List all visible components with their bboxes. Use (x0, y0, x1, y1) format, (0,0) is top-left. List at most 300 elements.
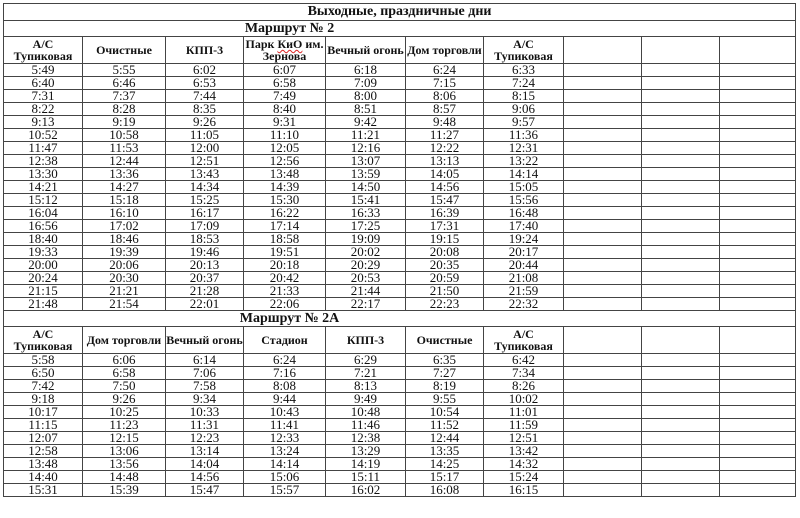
empty-cell (642, 327, 720, 354)
departure-time: 15:25 (166, 194, 244, 207)
departure-time: 10:43 (244, 406, 326, 419)
departure-time: 6:14 (166, 354, 244, 367)
stop-header (484, 327, 564, 354)
departure-time: 16:02 (326, 484, 406, 497)
empty-cell (564, 129, 642, 142)
empty-cell (642, 37, 720, 64)
empty-cell (642, 354, 720, 367)
departure-time: 15:18 (83, 194, 166, 207)
departure-time: 11:41 (244, 419, 326, 432)
departure-time: 13:24 (244, 445, 326, 458)
empty-cell (720, 103, 796, 116)
table-row (4, 168, 796, 181)
departure-time: 8:08 (244, 380, 326, 393)
stop-header (406, 37, 484, 64)
departure-time: 21:44 (326, 285, 406, 298)
empty-cell (642, 419, 720, 432)
stop-name-line2: Тупиковая (494, 339, 553, 353)
stop-name-misspelled-part: КиО (277, 37, 303, 51)
departure-time: 7:50 (83, 380, 166, 393)
table-row (4, 103, 796, 116)
departure-time: 9:26 (83, 393, 166, 406)
departure-time: 10:48 (326, 406, 406, 419)
departure-time: 6:46 (83, 77, 166, 90)
table-row (4, 116, 796, 129)
departure-time: 9:44 (244, 393, 326, 406)
departure-time: 11:05 (166, 129, 244, 142)
departure-time: 16:10 (83, 207, 166, 220)
departure-time: 9:42 (326, 116, 406, 129)
departure-time: 7:09 (326, 77, 406, 90)
empty-cell (564, 419, 642, 432)
departure-time: 12:07 (4, 432, 83, 445)
departure-time: 12:58 (4, 445, 83, 458)
departure-time: 8:57 (406, 103, 484, 116)
departure-time: 12:22 (406, 142, 484, 155)
departure-time: 8:35 (166, 103, 244, 116)
table-row (4, 285, 796, 298)
stop-header (244, 37, 326, 64)
departure-time: 20:35 (406, 259, 484, 272)
departure-time: 9:49 (326, 393, 406, 406)
empty-cell (720, 298, 796, 311)
departure-time: 12:51 (166, 155, 244, 168)
empty-cell (642, 77, 720, 90)
departure-time: 12:23 (166, 432, 244, 445)
empty-cell (564, 327, 642, 354)
stop-header (326, 327, 406, 354)
table-row (4, 259, 796, 272)
departure-time: 20:29 (326, 259, 406, 272)
departure-time: 14:56 (406, 181, 484, 194)
empty-cell (564, 103, 642, 116)
departure-time: 21:15 (4, 285, 83, 298)
departure-time: 15:39 (83, 484, 166, 497)
departure-time: 16:48 (484, 207, 564, 220)
stop-name-line1: КПП-3 (346, 333, 385, 347)
stop-header (406, 327, 484, 354)
departure-time: 18:40 (4, 233, 83, 246)
departure-time: 6:02 (166, 64, 244, 77)
departure-time: 11:53 (83, 142, 166, 155)
departure-time: 8:51 (326, 103, 406, 116)
table-row (4, 298, 796, 311)
departure-time: 14:27 (83, 181, 166, 194)
departure-time: 10:58 (83, 129, 166, 142)
departure-time: 21:54 (83, 298, 166, 311)
empty-cell (564, 181, 642, 194)
column-header-row (4, 37, 796, 64)
table-row (4, 220, 796, 233)
departure-time: 15:17 (406, 471, 484, 484)
departure-time: 9:31 (244, 116, 326, 129)
stop-name-part: Парк (245, 37, 278, 51)
departure-time: 13:48 (4, 458, 83, 471)
departure-time: 12:56 (244, 155, 326, 168)
departure-time: 10:33 (166, 406, 244, 419)
empty-cell (642, 220, 720, 233)
departure-time: 11:15 (4, 419, 83, 432)
departure-time: 15:56 (484, 194, 564, 207)
departure-time: 15:57 (244, 484, 326, 497)
departure-time: 6:58 (244, 77, 326, 90)
empty-cell (564, 272, 642, 285)
departure-time: 11:46 (326, 419, 406, 432)
departure-time: 14:48 (83, 471, 166, 484)
stop-header (4, 327, 83, 354)
departure-time: 7:37 (83, 90, 166, 103)
empty-cell (720, 458, 796, 471)
empty-cell (642, 285, 720, 298)
departure-time: 15:47 (406, 194, 484, 207)
departure-time: 9:48 (406, 116, 484, 129)
departure-time: 11:01 (484, 406, 564, 419)
departure-time: 16:04 (4, 207, 83, 220)
empty-cell (564, 246, 642, 259)
stop-name-line1: КПП-3 (185, 43, 224, 57)
departure-time: 6:06 (83, 354, 166, 367)
empty-cell (720, 233, 796, 246)
empty-cell (720, 142, 796, 155)
departure-time: 17:14 (244, 220, 326, 233)
empty-cell (642, 181, 720, 194)
departure-time: 22:17 (326, 298, 406, 311)
departure-time: 16:17 (166, 207, 244, 220)
route-header-cell (4, 21, 796, 37)
departure-time: 22:06 (244, 298, 326, 311)
departure-time: 10:52 (4, 129, 83, 142)
departure-time: 21:08 (484, 272, 564, 285)
table-row (4, 393, 796, 406)
departure-time: 12:00 (166, 142, 244, 155)
empty-cell (564, 168, 642, 181)
table-row (4, 354, 796, 367)
route-name: Маршрут № 2 (244, 21, 335, 36)
departure-time: 12:51 (484, 432, 564, 445)
stop-name-line2: Зернова (262, 49, 307, 63)
departure-time: 12:31 (484, 142, 564, 155)
departure-time: 12:38 (326, 432, 406, 445)
departure-time: 12:38 (4, 155, 83, 168)
departure-time: 8:15 (484, 90, 564, 103)
departure-time: 15:30 (244, 194, 326, 207)
departure-time: 13:36 (83, 168, 166, 181)
departure-time: 16:33 (326, 207, 406, 220)
departure-time: 9:57 (484, 116, 564, 129)
departure-time: 14:14 (484, 168, 564, 181)
departure-time: 13:29 (326, 445, 406, 458)
table-row (4, 432, 796, 445)
empty-cell (564, 116, 642, 129)
empty-cell (642, 484, 720, 497)
departure-time: 13:56 (83, 458, 166, 471)
departure-time: 15:11 (326, 471, 406, 484)
table-row (4, 380, 796, 393)
stop-name-line1: Вечный огонь (166, 333, 243, 347)
empty-cell (564, 220, 642, 233)
departure-time: 20:18 (244, 259, 326, 272)
departure-time: 8:19 (406, 380, 484, 393)
empty-cell (720, 90, 796, 103)
empty-cell (564, 471, 642, 484)
empty-cell (642, 103, 720, 116)
departure-time: 8:28 (83, 103, 166, 116)
departure-time: 16:56 (4, 220, 83, 233)
departure-time: 13:06 (83, 445, 166, 458)
departure-time: 13:30 (4, 168, 83, 181)
empty-cell (720, 116, 796, 129)
empty-cell (642, 393, 720, 406)
empty-cell (642, 458, 720, 471)
table-row (4, 207, 796, 220)
departure-time: 13:13 (406, 155, 484, 168)
departure-time: 7:42 (4, 380, 83, 393)
departure-time: 9:18 (4, 393, 83, 406)
departure-time: 15:31 (4, 484, 83, 497)
departure-time: 15:47 (166, 484, 244, 497)
empty-cell (642, 207, 720, 220)
empty-cell (720, 445, 796, 458)
departure-time: 18:53 (166, 233, 244, 246)
departure-time: 21:28 (166, 285, 244, 298)
empty-cell (564, 406, 642, 419)
departure-time: 14:25 (406, 458, 484, 471)
departure-time: 21:59 (484, 285, 564, 298)
departure-time: 19:33 (4, 246, 83, 259)
empty-cell (564, 393, 642, 406)
empty-cell (720, 194, 796, 207)
empty-cell (642, 233, 720, 246)
departure-time: 8:22 (4, 103, 83, 116)
departure-time: 6:50 (4, 367, 83, 380)
departure-time: 20:42 (244, 272, 326, 285)
table-row (4, 77, 796, 90)
departure-time: 20:44 (484, 259, 564, 272)
stop-name-line1: Дом торговли (407, 43, 482, 57)
empty-cell (720, 129, 796, 142)
stop-header (326, 37, 406, 64)
departure-time: 11:21 (326, 129, 406, 142)
table-row (4, 484, 796, 497)
table-row (4, 367, 796, 380)
empty-cell (564, 155, 642, 168)
departure-time: 9:26 (166, 116, 244, 129)
departure-time: 12:05 (244, 142, 326, 155)
departure-time: 10:54 (406, 406, 484, 419)
departure-time: 12:44 (83, 155, 166, 168)
stop-name-line1: А/С (32, 37, 54, 51)
departure-time: 20:37 (166, 272, 244, 285)
table-row (4, 272, 796, 285)
departure-time: 15:06 (244, 471, 326, 484)
departure-time: 15:12 (4, 194, 83, 207)
stop-name-line2: Тупиковая (13, 339, 73, 353)
table-row (4, 194, 796, 207)
table-row (4, 64, 796, 77)
departure-time: 14:32 (484, 458, 564, 471)
stop-header (244, 327, 326, 354)
stop-name-line2: Тупиковая (13, 49, 73, 63)
stop-name-line1: Очистные (96, 43, 152, 57)
empty-cell (720, 471, 796, 484)
departure-time: 8:13 (326, 380, 406, 393)
departure-time: 10:02 (484, 393, 564, 406)
departure-time: 19:39 (83, 246, 166, 259)
empty-cell (720, 484, 796, 497)
departure-time: 11:47 (4, 142, 83, 155)
empty-cell (720, 259, 796, 272)
departure-time: 21:48 (4, 298, 83, 311)
table-row (4, 471, 796, 484)
empty-cell (720, 393, 796, 406)
empty-cell (720, 246, 796, 259)
empty-cell (564, 445, 642, 458)
empty-cell (642, 367, 720, 380)
empty-cell (564, 458, 642, 471)
empty-cell (642, 64, 720, 77)
empty-cell (564, 380, 642, 393)
departure-time: 14:34 (166, 181, 244, 194)
departure-time: 16:22 (244, 207, 326, 220)
departure-time: 21:33 (244, 285, 326, 298)
stop-name-line1: А/С (32, 327, 54, 341)
stop-header (166, 37, 244, 64)
empty-cell (720, 64, 796, 77)
stop-header (166, 327, 244, 354)
departure-time: 20:08 (406, 246, 484, 259)
empty-cell (642, 246, 720, 259)
departure-time: 14:56 (166, 471, 244, 484)
empty-cell (720, 168, 796, 181)
table-row (4, 406, 796, 419)
departure-time: 12:44 (406, 432, 484, 445)
empty-cell (720, 354, 796, 367)
table-row (4, 90, 796, 103)
departure-time: 6:24 (406, 64, 484, 77)
empty-cell (564, 90, 642, 103)
departure-time: 7:24 (484, 77, 564, 90)
departure-time: 6:53 (166, 77, 244, 90)
empty-cell (564, 298, 642, 311)
timetable-title: Выходные, праздничные дни (4, 4, 796, 21)
empty-cell (642, 142, 720, 155)
stop-name-line1: Стадион (261, 333, 308, 347)
table-row (4, 246, 796, 259)
departure-time: 6:58 (83, 367, 166, 380)
empty-cell (564, 64, 642, 77)
departure-time: 6:35 (406, 354, 484, 367)
stop-name-part: им. (302, 37, 324, 51)
empty-cell (564, 207, 642, 220)
departure-time: 14:21 (4, 181, 83, 194)
departure-time: 13:48 (244, 168, 326, 181)
departure-time: 17:25 (326, 220, 406, 233)
empty-cell (642, 259, 720, 272)
departure-time: 20:59 (406, 272, 484, 285)
departure-time: 10:17 (4, 406, 83, 419)
departure-time: 13:07 (326, 155, 406, 168)
departure-time: 12:33 (244, 432, 326, 445)
departure-time: 11:23 (83, 419, 166, 432)
empty-cell (564, 354, 642, 367)
departure-time: 8:06 (406, 90, 484, 103)
empty-cell (642, 272, 720, 285)
empty-cell (564, 484, 642, 497)
departure-time: 14:04 (166, 458, 244, 471)
departure-time: 13:43 (166, 168, 244, 181)
stop-name-line1: Вечный огонь (327, 43, 404, 57)
empty-cell (720, 419, 796, 432)
departure-time: 7:21 (326, 367, 406, 380)
departure-time: 14:05 (406, 168, 484, 181)
departure-time: 20:53 (326, 272, 406, 285)
departure-time: 20:17 (484, 246, 564, 259)
stop-header (83, 37, 166, 64)
table-row (4, 458, 796, 471)
empty-cell (642, 155, 720, 168)
stop-name-line1: А/С (513, 327, 534, 341)
empty-cell (564, 285, 642, 298)
departure-time: 20:06 (83, 259, 166, 272)
departure-time: 14:39 (244, 181, 326, 194)
departure-time: 20:13 (166, 259, 244, 272)
departure-time: 7:31 (4, 90, 83, 103)
stop-header (4, 37, 83, 64)
empty-cell (642, 129, 720, 142)
table-row (4, 233, 796, 246)
empty-cell (720, 327, 796, 354)
departure-time: 16:15 (484, 484, 564, 497)
empty-cell (642, 298, 720, 311)
departure-time: 11:27 (406, 129, 484, 142)
empty-cell (720, 367, 796, 380)
departure-time: 6:07 (244, 64, 326, 77)
empty-cell (642, 432, 720, 445)
departure-time: 5:49 (4, 64, 83, 77)
departure-time: 5:58 (4, 354, 83, 367)
departure-time: 15:24 (484, 471, 564, 484)
departure-time: 6:42 (484, 354, 564, 367)
departure-time: 7:58 (166, 380, 244, 393)
table-row (4, 181, 796, 194)
departure-time: 5:55 (83, 64, 166, 77)
stop-header (484, 37, 564, 64)
table-row (4, 155, 796, 168)
departure-time: 18:58 (244, 233, 326, 246)
stop-name-line1: Очистные (416, 333, 473, 347)
departure-time: 20:00 (4, 259, 83, 272)
departure-time: 20:02 (326, 246, 406, 259)
empty-cell (720, 272, 796, 285)
departure-time: 9:34 (166, 393, 244, 406)
departure-time: 13:14 (166, 445, 244, 458)
empty-cell (564, 194, 642, 207)
empty-cell (564, 233, 642, 246)
departure-time: 11:59 (484, 419, 564, 432)
departure-time: 17:40 (484, 220, 564, 233)
departure-time: 14:40 (4, 471, 83, 484)
table-row (4, 129, 796, 142)
empty-cell (642, 194, 720, 207)
route-header-row (4, 311, 796, 327)
departure-time: 19:46 (166, 246, 244, 259)
departure-time: 22:32 (484, 298, 564, 311)
empty-cell (720, 220, 796, 233)
empty-cell (564, 432, 642, 445)
departure-time: 14:19 (326, 458, 406, 471)
departure-time: 9:13 (4, 116, 83, 129)
departure-time: 11:31 (166, 419, 244, 432)
